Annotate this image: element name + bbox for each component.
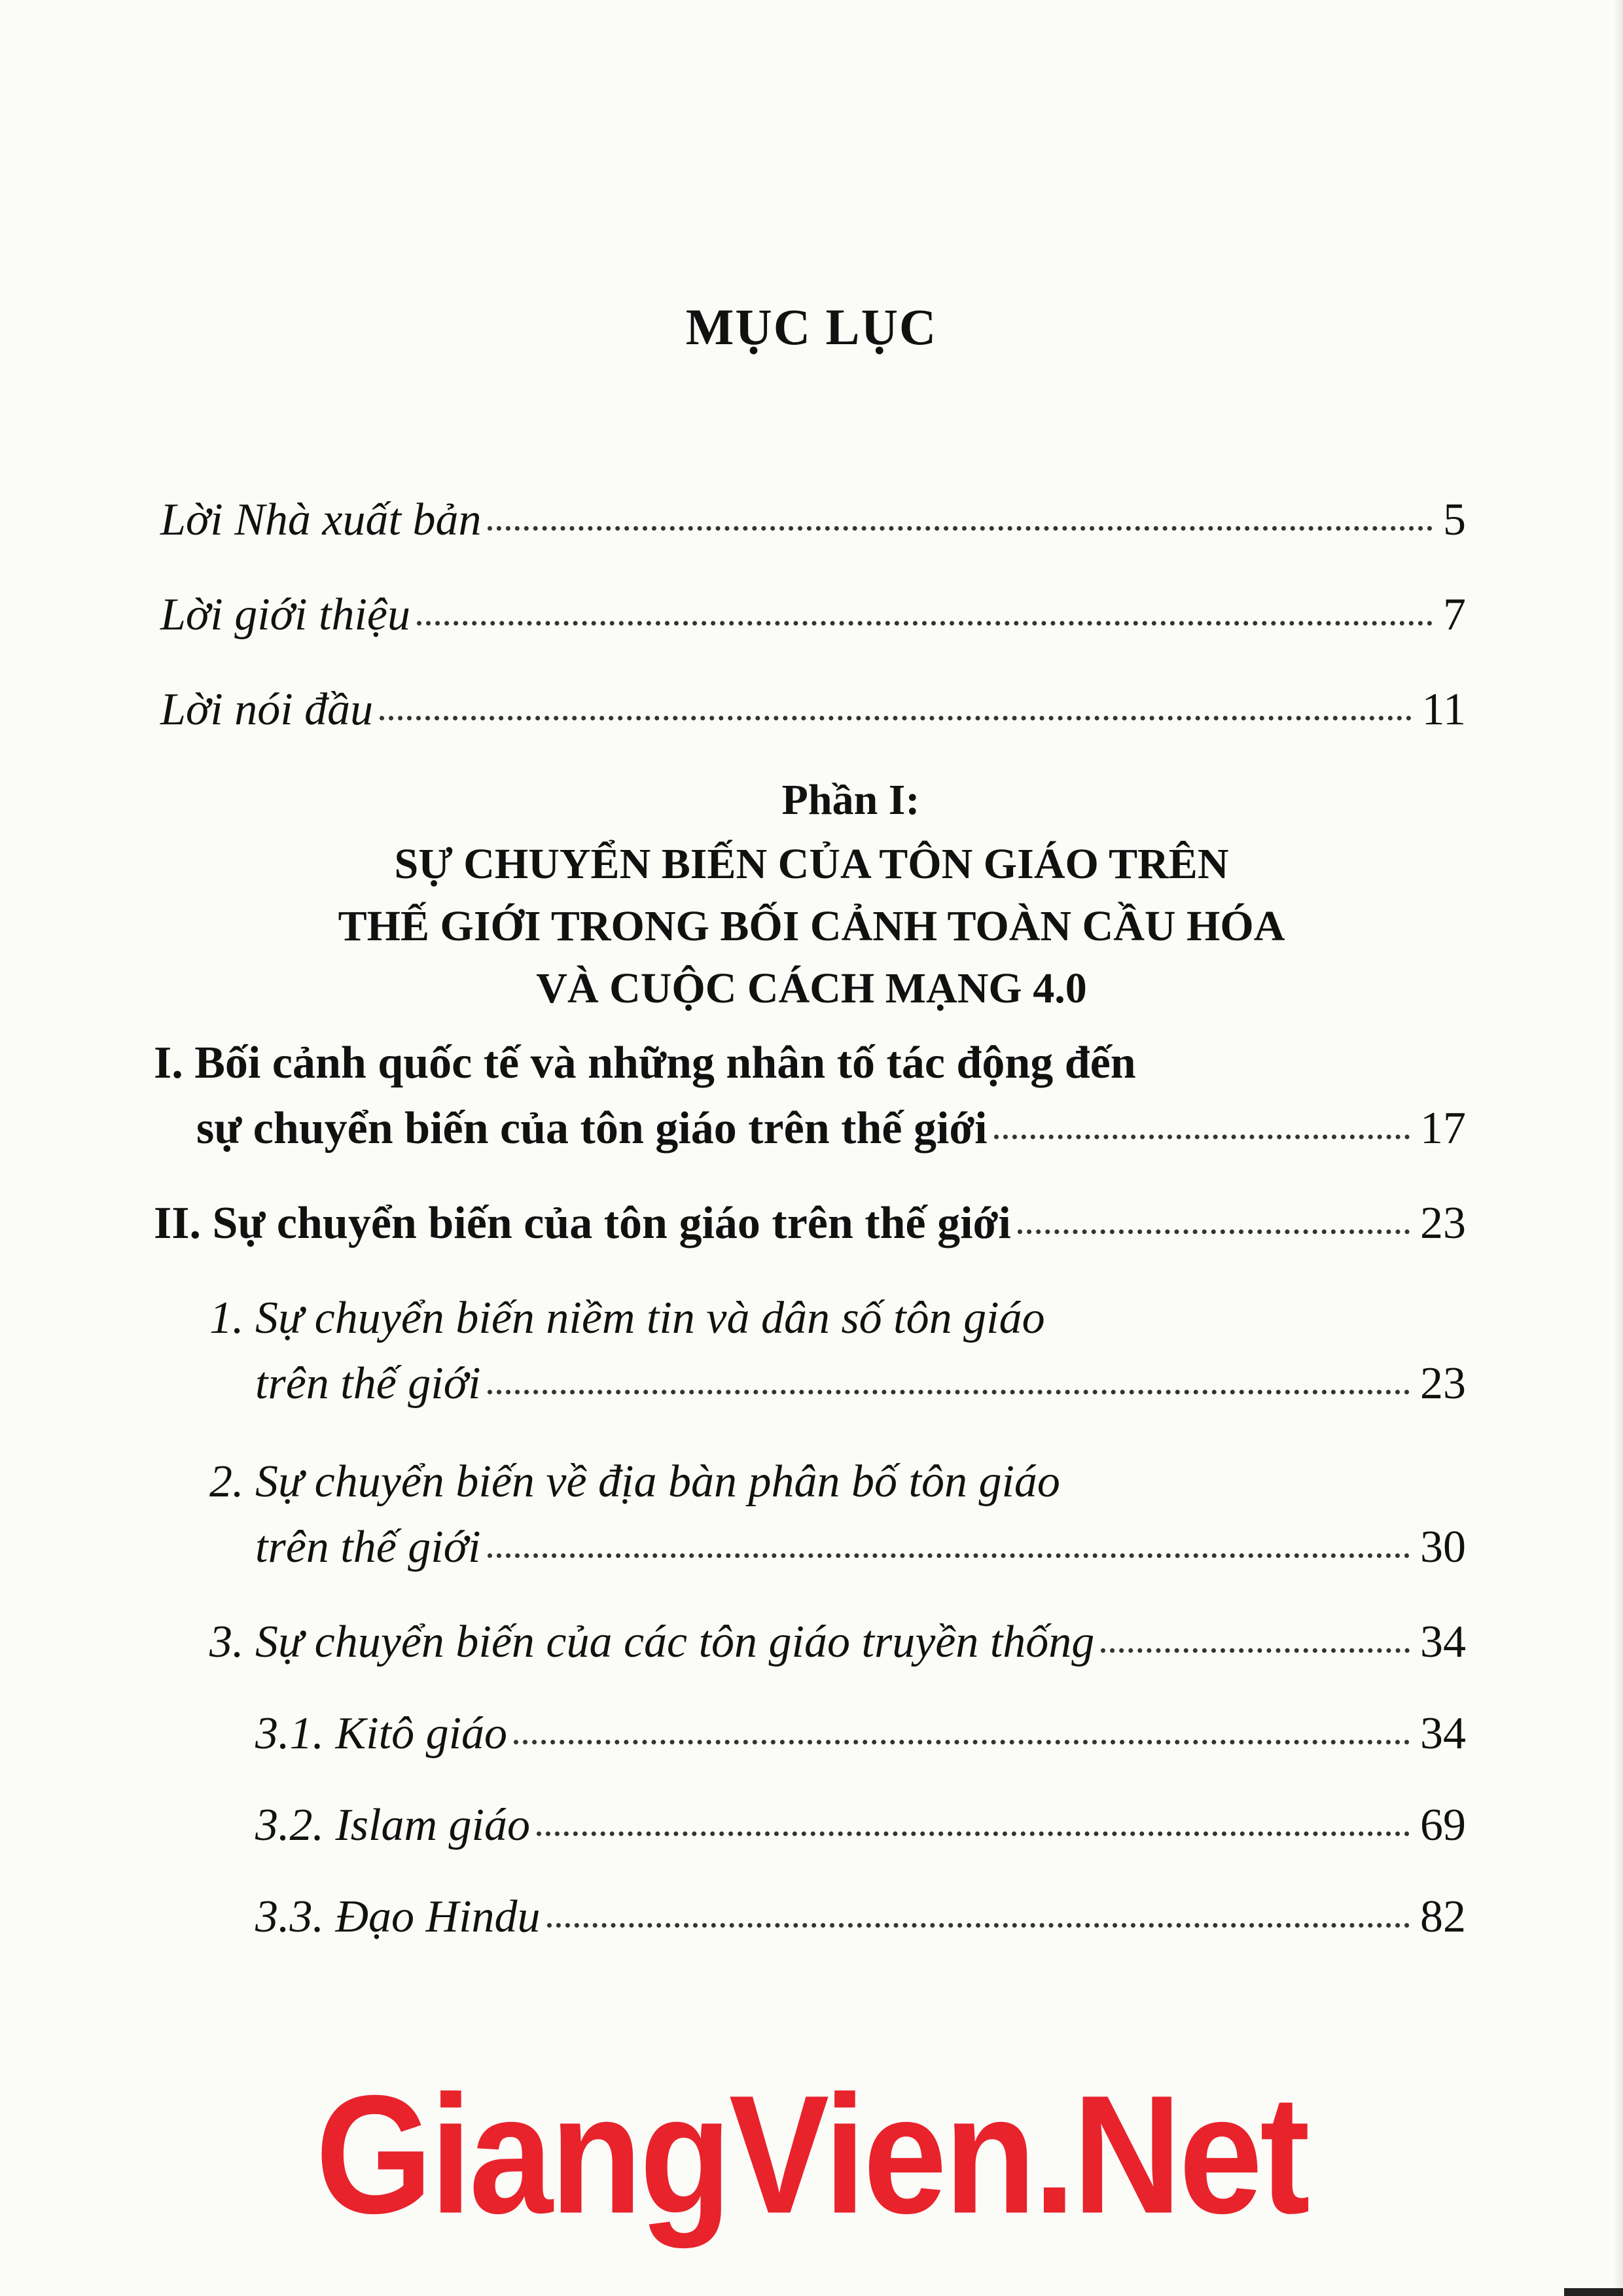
dot-leader [547, 1923, 1410, 1928]
toc-entry-front-matter [160, 497, 1466, 543]
toc-entry-subsection [255, 1522, 1466, 1572]
toc-entry-label: trên thế giới [255, 1522, 481, 1572]
dot-leader [488, 526, 1433, 531]
toc-page-number: 23 [1420, 1198, 1466, 1248]
toc-entry-front-matter [160, 684, 1466, 735]
dot-leader [994, 1135, 1410, 1139]
toc-entry-label: 3.3. Đạo Hindu [255, 1892, 541, 1942]
toc-entry-subsubsection [255, 1894, 1466, 1940]
dot-leader [514, 1740, 1410, 1744]
part-title-line: VÀ CUỘC CÁCH MẠNG 4.0 [536, 964, 1087, 1012]
dot-leader [488, 1390, 1410, 1394]
toc-entry-subsection [255, 1358, 1466, 1409]
toc-page-number: 11 [1421, 684, 1466, 735]
toc-entry-subsection [209, 1619, 1466, 1665]
dot-leader [380, 716, 1411, 720]
page-edge-shadow [1614, 0, 1623, 2296]
toc-page-number: 7 [1443, 590, 1466, 640]
toc-entry-subsubsection [255, 1800, 1466, 1850]
part-title-line: SỰ CHUYỂN BIẾN CỦA TÔN GIÁO TRÊN [394, 840, 1229, 888]
toc-page-number: 23 [1420, 1358, 1466, 1409]
toc-entry-label: Lời Nhà xuất bản [160, 495, 482, 545]
toc-page-number: 82 [1420, 1892, 1466, 1942]
toc-entry-label: Lời giới thiệu [160, 590, 410, 640]
toc-subsection-line: 1. Sự chuyển biến niềm tin và dân số tôn giáo [209, 1293, 1045, 1343]
toc-entry-label: Lời nói đầu [160, 684, 374, 735]
toc-title: MỤC LỤC [685, 298, 938, 355]
dot-leader [537, 1831, 1410, 1836]
toc-entry-front-matter [160, 592, 1466, 638]
dot-leader [488, 1553, 1410, 1558]
toc-subsection-line: 2. Sự chuyển biến về địa bàn phân bố tôn giáo [209, 1457, 1060, 1507]
toc-page-number: 30 [1420, 1522, 1466, 1572]
toc-entry-section [196, 1103, 1466, 1154]
dot-leader [1018, 1229, 1410, 1234]
toc-entry-label: 3.1. Kitô giáo [255, 1708, 508, 1759]
toc-entry-label: trên thế giới [255, 1358, 481, 1409]
toc-entry-section [154, 1198, 1466, 1248]
part-heading: Phần I: [781, 776, 920, 824]
dot-leader [417, 621, 1433, 626]
toc-entry-subsubsection [255, 1708, 1466, 1759]
toc-entry-label: II. Sự chuyển biến của tôn giáo trên thế giới [154, 1198, 1011, 1248]
toc-page-number: 69 [1420, 1800, 1466, 1850]
toc-entry-label: 3.2. Islam giáo [255, 1800, 530, 1850]
dot-leader [1101, 1648, 1410, 1653]
part-heading-block [0, 775, 1623, 1019]
watermark-logo: GiangVien.Net [315, 2060, 1308, 2249]
toc-page-number: 5 [1443, 495, 1466, 545]
toc-entry-label: 3. Sự chuyển biến của các tôn giáo truyền thống [209, 1617, 1095, 1667]
toc-section-line: I. Bối cảnh quốc tế và những nhân tố tác động đến [154, 1038, 1136, 1088]
toc-page-number: 34 [1420, 1708, 1466, 1759]
part-title-line: THẾ GIỚI TRONG BỐI CẢNH TOÀN CẦU HÓA [338, 902, 1285, 950]
toc-page-number: 17 [1420, 1103, 1466, 1154]
toc-entry-label: sự chuyển biến của tôn giáo trên thế giới [196, 1103, 988, 1154]
toc-page-number: 34 [1420, 1617, 1466, 1667]
page-corner-mark [1564, 2288, 1623, 2296]
